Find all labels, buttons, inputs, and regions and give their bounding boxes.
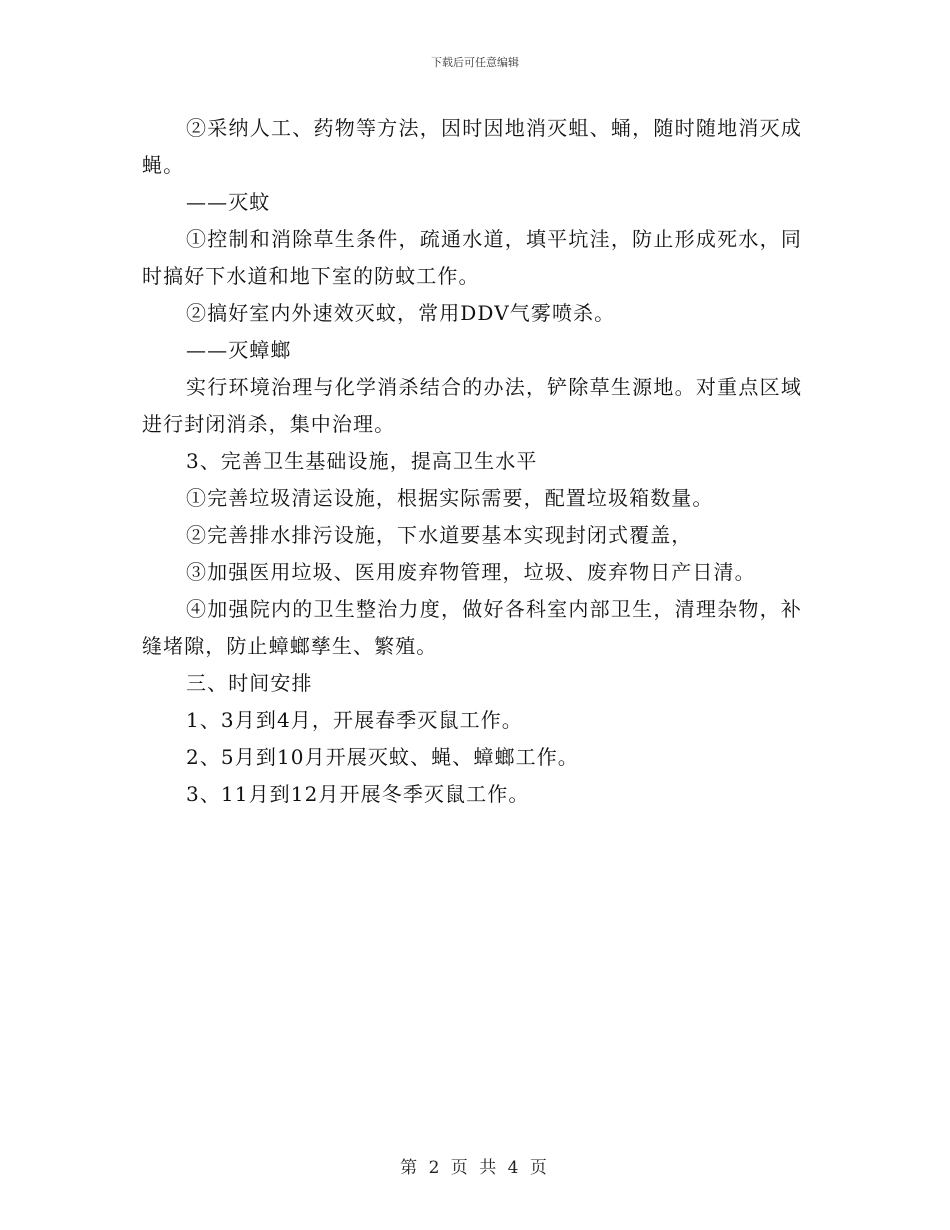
paragraph-mosquito-spray: ②搞好室内外速效灭蚊，常用DDV气雾喷杀。 (186, 301, 616, 325)
page-footer: 第 2 页 共 4 页 (400, 1158, 550, 1178)
paragraph-medical-waste: ③加强医用垃圾、医用废弃物管理，垃圾、废弃物日产日清。 (186, 560, 756, 584)
page-header: 下载后可任意编辑 (431, 56, 519, 69)
paragraph-garbage-facilities: ①完善垃圾清运设施，根据实际需要，配置垃圾箱数量。 (186, 486, 714, 510)
heading-facilities: 3、完善卫生基础设施，提高卫生水平 (186, 449, 538, 473)
paragraph-drainage-facilities: ②完善排水排污设施，下水道要基本实现封闭式覆盖， (186, 523, 693, 547)
schedule-item-spring: 1、3月到4月，开展春季灭鼠工作。 (186, 708, 523, 732)
paragraph-cockroach-method: 实行环境治理与化学消杀结合的办法，铲除草生源地。对重点区域进行封闭消杀，集中治理。 (142, 375, 802, 436)
heading-cockroach: ——灭蟑螂 (186, 338, 292, 362)
schedule-item-summer: 2、5月到10月开展灭蚊、蝇、蟑螂工作。 (186, 745, 579, 769)
document-body (142, 110, 802, 813)
heading-schedule: 三、时间安排 (186, 671, 313, 695)
heading-mosquito: ——灭蚊 (186, 190, 271, 214)
paragraph-hospital-hygiene: ④加强院内的卫生整治力度，做好各科室内部卫生，清理杂物，补缝堵隙，防止蟑螂孳生、繁殖。 (142, 597, 802, 658)
paragraph-remove-larvae: ②采纳人工、药物等方法，因时因地消灭蛆、蛹，随时随地消灭成蝇。 (142, 116, 802, 177)
paragraph-mosquito-breeding: ①控制和消除草生条件，疏通水道，填平坑洼，防止形成死水，同时搞好下水道和地下室的防蚊工作。 (142, 227, 802, 288)
schedule-item-winter: 3、11月到12月开展冬季灭鼠工作。 (186, 782, 530, 806)
